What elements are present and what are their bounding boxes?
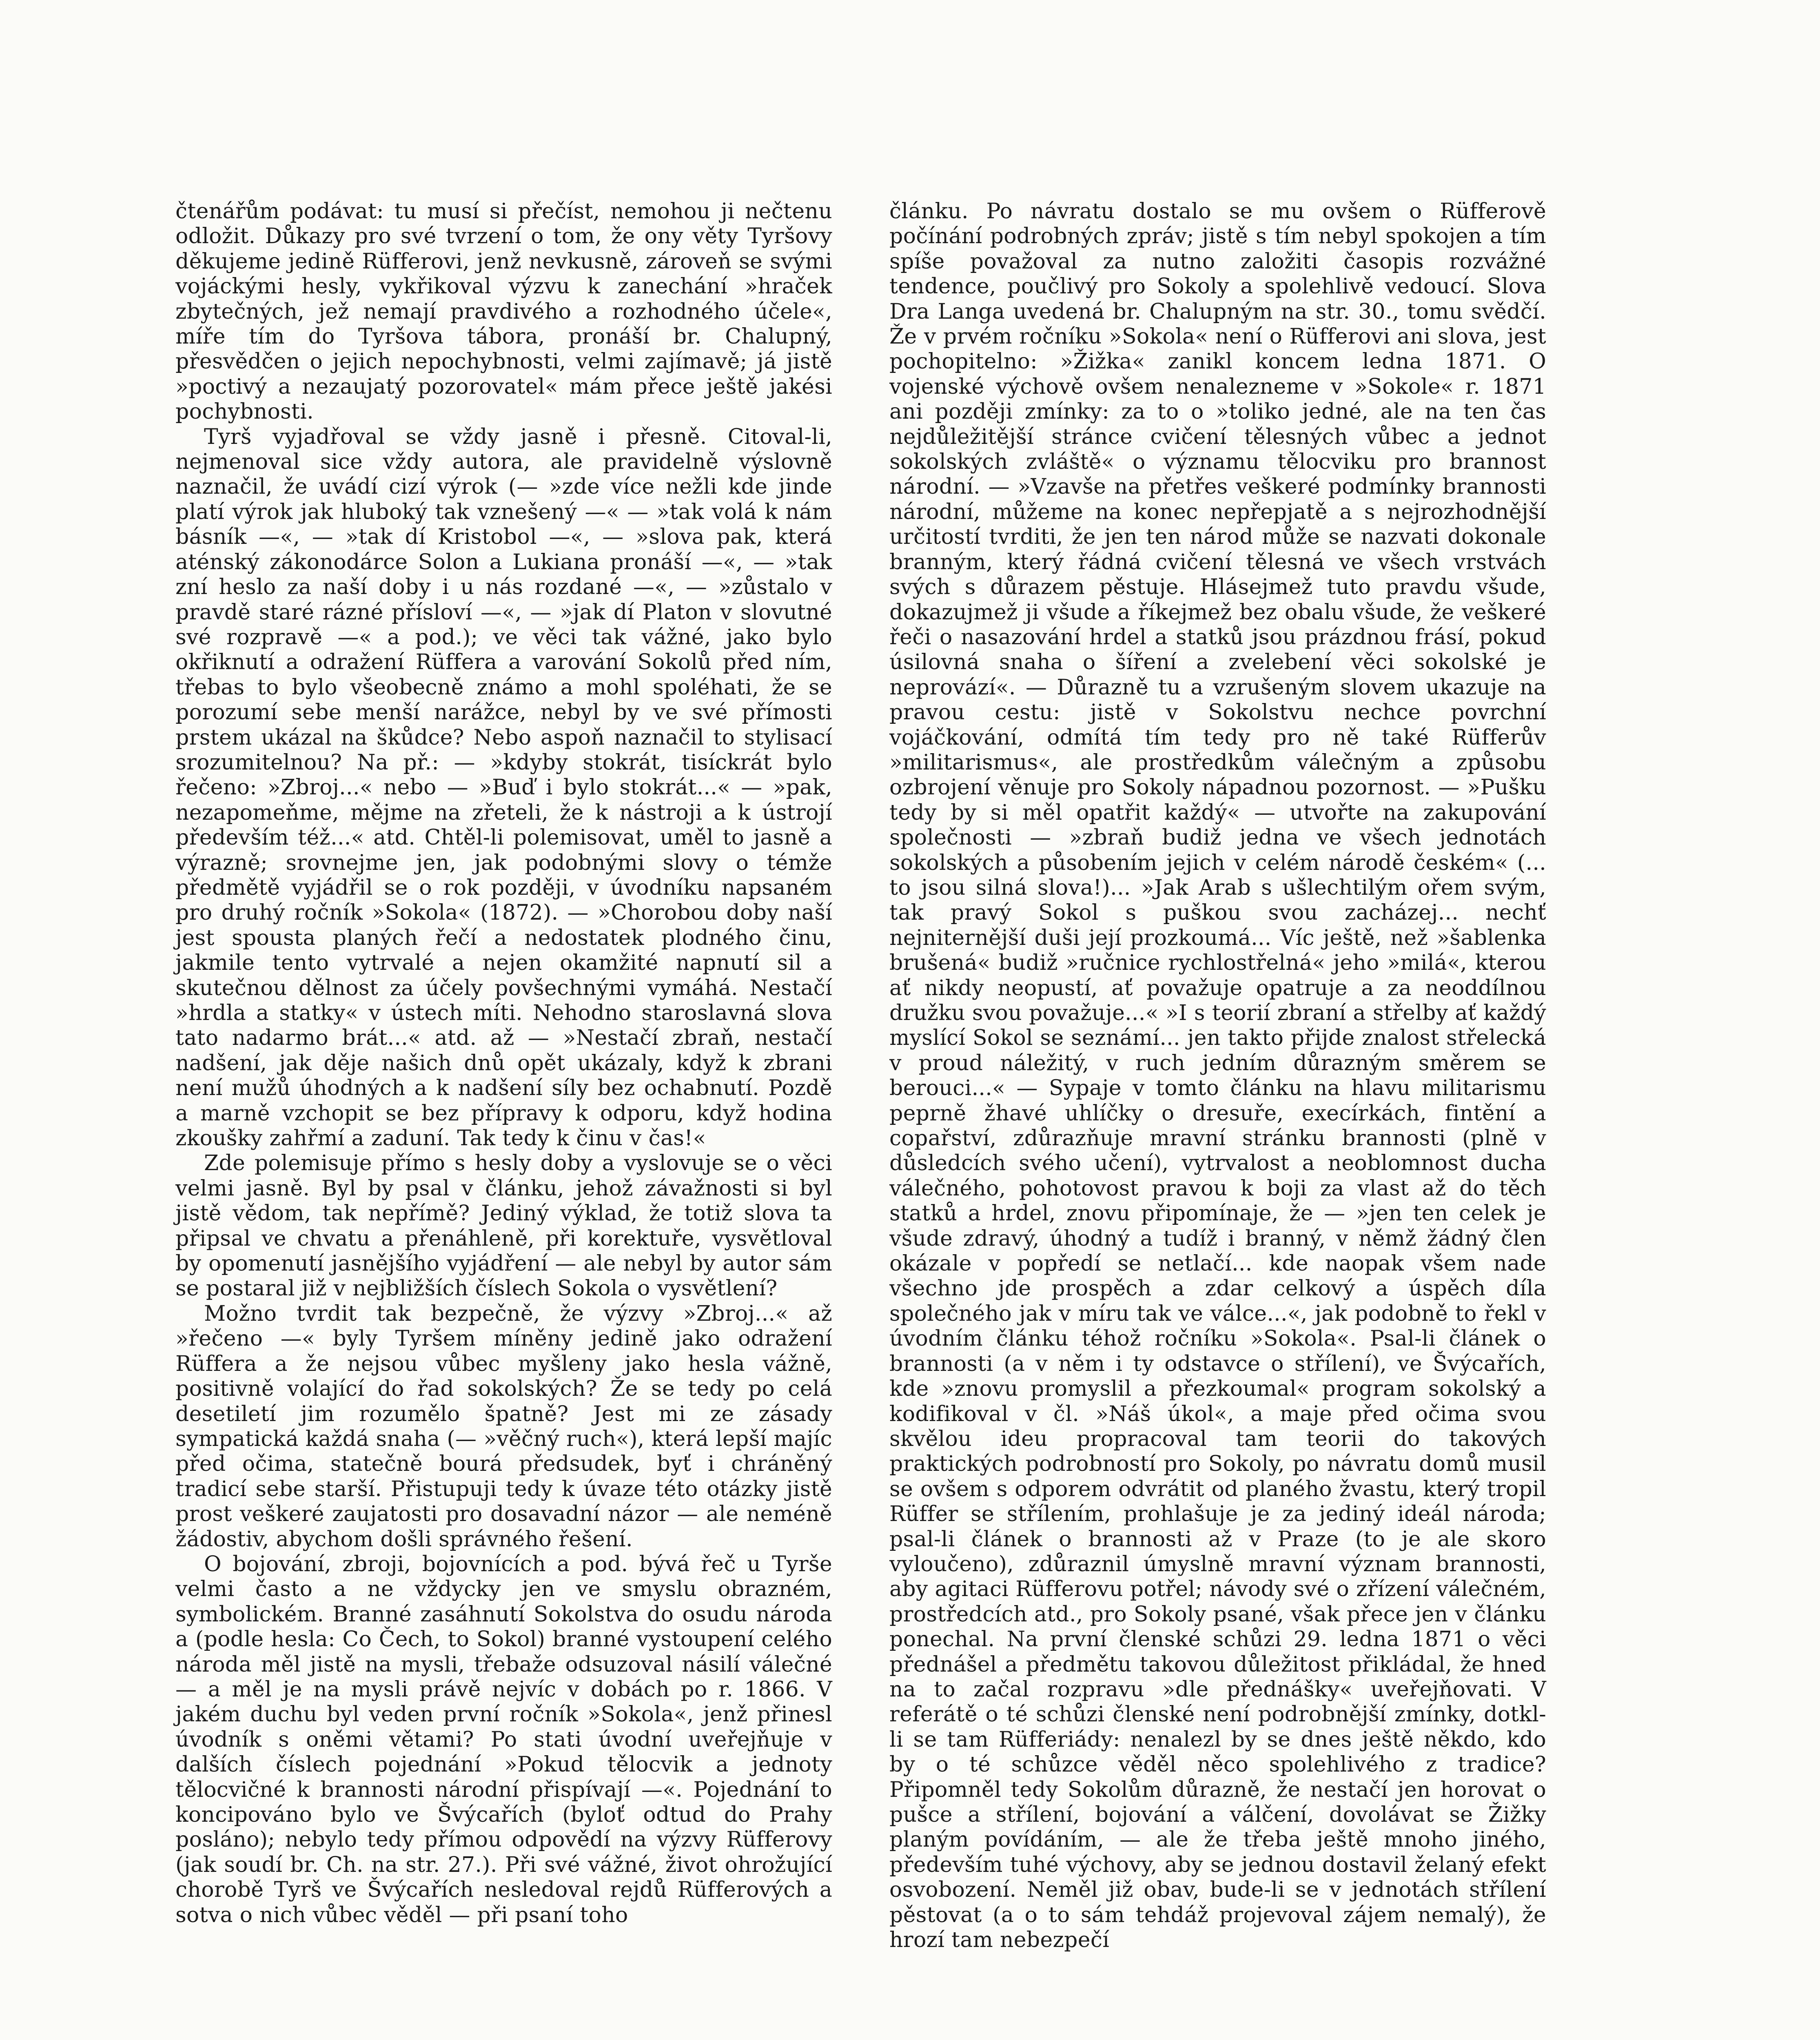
paragraph: Možno tvrdit tak bezpečně, že výzvy »Zbroj...« až »řečeno —« byly Tyršem míněny jedině jako odražení Rüffera a že nejsou vůbec myšleny jako hesla vážně, positivně volající do řad sokolských? Že se tedy po celá desetiletí jim rozumělo špatně? Jest mi ze zásady sympatická každá snaha (— »věčný ruch«), která lepší majíc před očima, statečně bourá předsudek, byť i chráněný tradicí sebe starší. Přistupuji tedy k úvaze této otázky jistě prost veškeré zaujatosti pro dosavadní názor — ale neméně žádostiv, abychom došli správného řešení.: [175, 1301, 832, 1552]
right-column: [889, 199, 1546, 1953]
paragraph: čtenářům podávat: tu musí si přečíst, nemohou ji nečtenu odložit. Důkazy pro své tvrzení o tom, že ony věty Tyršovy děkujeme jedině Rüfferovi, jenž nevkusně, zároveň se svými vojáckými hesly, vykřikoval výzvu k zanechání »hraček zbytečných, jež nemají pravdivého a rozhodného účele«, míře tím do Tyršova tábora, pronáší br. Chalupný, přesvědčen o jejich nepochybnosti, velmi zajímavě; já jistě »poctivý a nezaujatý pozorovatel« mám přece ještě jakési pochybnosti.: [175, 199, 832, 424]
paragraph: článku. Po návratu dostalo se mu ovšem o Rüfferově počínání podrobných zpráv; jistě s tím nebyl spokojen a tím spíše považoval za nutno založiti časopis rozvážné tendence, poučlivý pro Sokoly a spolehlivě vedoucí. Slova Dra Langa uvedená br. Chalupným na str. 30., tomu svědčí. Že v prvém ročníku »Sokola« není o Rüfferovi ani slova, jest pochopitelno: »Žižka« zanikl koncem ledna 1871. O vojenské výchově ovšem nenalezneme v »Sokole« r. 1871 ani později zmínky: za to o »toliko jedné, ale na ten čas nejdůležitější stránce cvičení tělesných vůbec a jednot sokolských zvláště« o významu tělocviku pro brannost národní. — »Vzavše na přetřes veškeré podmínky brannosti národní, můžeme na konec nepřepjatě a s nejrozhodnější určitostí tvrditi, že jen ten národ může se nazvati dokonale branným, který řádná cvičení tělesná ve všech vrstvách svých s důrazem pěstuje. Hlásejmež tuto pravdu všude, dokazujmež ji všude a říkejmež bez obalu všude, že veškeré řeči o nasazování hrdel a statků jsou prázdnou frásí, pokud úsilovná snaha o šíření a zvelebení věci sokolské je neprovází«. — Důrazně tu a vzrušeným slovem ukazuje na pravou cestu: jistě v Sokolstvu nechce povrchní vojáčkování, odmítá tím tedy pro ně také Rüfferův »militarismus«, ale prostředkům válečným a způsobu ozbrojení věnuje pro Sokoly nápadnou pozornost. — »Pušku tedy by si měl opatřit každý« — utvořte na zakupování společnosti — »zbraň budiž jedna ve všech jednotách sokolských a působením jejich v celém národě českém« (... to jsou silná slova!)... »Jak Arab s ušlechtilým ořem svým, tak pravý Sokol s puškou svou zacházej... nechť nejniternější duši její prozkoumá... Víc ještě, než »šablenka brušená« budiž »ručnice rychlostřelná« jeho »milá«, kterou ať nikdy neopustí, ať považuje opatruje a za neoddílnou družku svou považuje...« »I s teorií zbraní a střelby ať každý myslící Sokol se seznámí... jen takto přijde znalost střelecká v proud náležitý, v ruch jedním důrazným směrem se berouci...« — Sypaje v tomto článku na hlavu militarismu peprně žhavé uhlíčky o dresuře, execírkách, fintění a copařství, zdůrazňuje mravní stránku brannosti (plně v důsledcích svého učení), vytrvalost a neoblomnost ducha válečného, pohotovost pravou k boji za vlast až do těch statků a hrdel, znovu připomínaje, že — »jen ten celek je všude zdravý, úhodný a tudíž i branný, v němž žádný člen okázale v popředí se netlačí... kde naopak všem nade všechno jde prospěch a zdar celkový a úspěch díla společného jak v míru tak ve válce...«, jak podobně to řekl v úvodním článku téhož ročníku »Sokola«. Psal-li článek o brannosti (a v něm i ty odstavce o střílení), ve Švýcařích, kde »znovu promyslil a přezkoumal« program sokolský a kodifikoval v čl. »Náš úkol«, a maje před očima svou skvělou ideu propracoval tam teorii do takových praktických podrobností pro Sokoly, po návratu domů musil se ovšem s odporem odvrátit od planého žvastu, který tropil Rüffer se střílením, prohlašuje je za jediný ideál národa; psal-li článek o brannosti až v Praze (to je ale skoro vyloučeno), zdůraznil úmyslně mravní význam brannosti, aby agitaci Rüfferovu potřel; návody své o zřízení válečném, prostředcích atd., pro Sokoly psané, však přece jen v článku ponechal. Na první členské schůzi 29. ledna 1871 o věci přednášel a předmětu takovou důležitost přikládal, že hned na to začal rozpravu »dle přednášky« uveřejňovati. V referátě o té schůzi členské není podrobnější zmínky, dotkl-li se tam Rüfferiády: nenalezl by se dnes ještě někdo, kdo by o té schůzce věděl něco spolehlivého z tradice? Připomněl tedy Sokolům důrazně, že nestačí jen horovat o pušce a střílení, bojování a válčení, dovolávat se Žižky planým povídáním, — ale že třeba ještě mnoho jiného, především tuhé výchovy, aby se jednou dostavil želaný efekt osvobození. Neměl již obav, bude-li se v jednotách střílení pěstovat (a o to sám tehdáž projevoval zájem nemalý), že hrozí tam nebezpečí: [889, 199, 1546, 1953]
left-column: [175, 199, 832, 1928]
paragraph: O bojování, zbroji, bojovnících a pod. bývá řeč u Tyrše velmi často a ne vždycky jen ve smyslu obrazném, symbolickém. Branné zasáhnutí Sokolstva do osudu národa a (podle hesla: Co Čech, to Sokol) branné vystoupení celého národa měl jistě na mysli, třebaže odsuzoval násilí válečné — a měl je na mysli právě nejvíc v dobách po r. 1866. V jakém duchu byl veden první ročník »Sokola«, jenž přinesl úvodník s oněmi větami? Po stati úvodní uveřejňuje v dalších číslech pojednání »Pokud tělocvik a jednoty tělocvičné k brannosti národní přispívají —«. Pojednání to koncipováno bylo ve Švýcařích (byloť odtud do Prahy posláno); nebylo tedy přímou odpovědí na výzvy Rüfferovy (jak soudí br. Ch. na str. 27.). Při své vážné, život ohrožující chorobě Tyrš ve Švýcařích nesledoval rejdů Rüfferových a sotva o nich vůbec věděl — při psaní toho: [175, 1552, 832, 1927]
paragraph: Zde polemisuje přímo s hesly doby a vyslovuje se o věci velmi jasně. Byl by psal v článku, jehož závažnosti si byl jistě vědom, tak nepřímě? Jediný výklad, že totiž slova ta připsal ve chvatu a přenáhleně, při korektuře, vysvětloval by opomenutí jasnějšího vyjádření — ale nebyl by autor sám se postaral již v nejbližších číslech Sokola o vysvětlení?: [175, 1151, 832, 1301]
paragraph: Tyrš vyjadřoval se vždy jasně i přesně. Citoval-li, nejmenoval sice vždy autora, ale pravidelně výslovně naznačil, že uvádí cizí výrok (— »zde více nežli kde jinde platí výrok jak hluboký tak vznešený —« — »tak volá k nám básník —«, — »tak dí Kristobol —«, — »slova pak, která aténský zákonodárce Solon a Lukiana pronáší —«, — »tak zní heslo za naší doby i u nás rozdané —«, — »zůstalo v pravdě staré rázné přísloví —«, — »jak dí Platon v slovutné své rozpravě —« a pod.); ve věci tak vážné, jako bylo okřiknutí a odražení Rüffera a varování Sokolů před ním, třebas to bylo všeobecně známo a mohl spoléhati, že se porozumí sebe menší narážce, nebyl by ve své přímosti prstem ukázal na škůdce? Nebo aspoň naznačil to stylisací srozumitelnou? Na př.: — »kdyby stokrát, tisíckrát bylo řečeno: »Zbroj...« nebo — »Buď i bylo stokrát...« — »pak, nezapomeňme, mějme na zřeteli, že k nástroji a k ústrojí především též...« atd. Chtěl-li polemisovat, uměl to jasně a výrazně; srovnejme jen, jak podobnými slovy o témže předmětě vyjádřil se o rok později, v úvodníku napsaném pro druhý ročník »Sokola« (1872). — »Chorobou doby naší jest spousta planých řečí a nedostatek plodného činu, jakmile tento vytrvalé a nejen okamžité napnutí sil a skutečnou dělnost za účely povšechnými vymáhá. Nestačí »hrdla a statky« v ústech míti. Nehodno staroslavná slova tato nadarmo brát...« atd. až — »Nestačí zbraň, nestačí nadšení, jak děje našich dnů opět ukázaly, když k zbrani není mužů úhodných a k nadšení síly bez ochabnutí. Pozdě a marně vzchopit se bez přípravy k odporu, když hodina zkoušky zahřmí a zaduní. Tak tedy k činu v čas!«: [175, 424, 832, 1151]
